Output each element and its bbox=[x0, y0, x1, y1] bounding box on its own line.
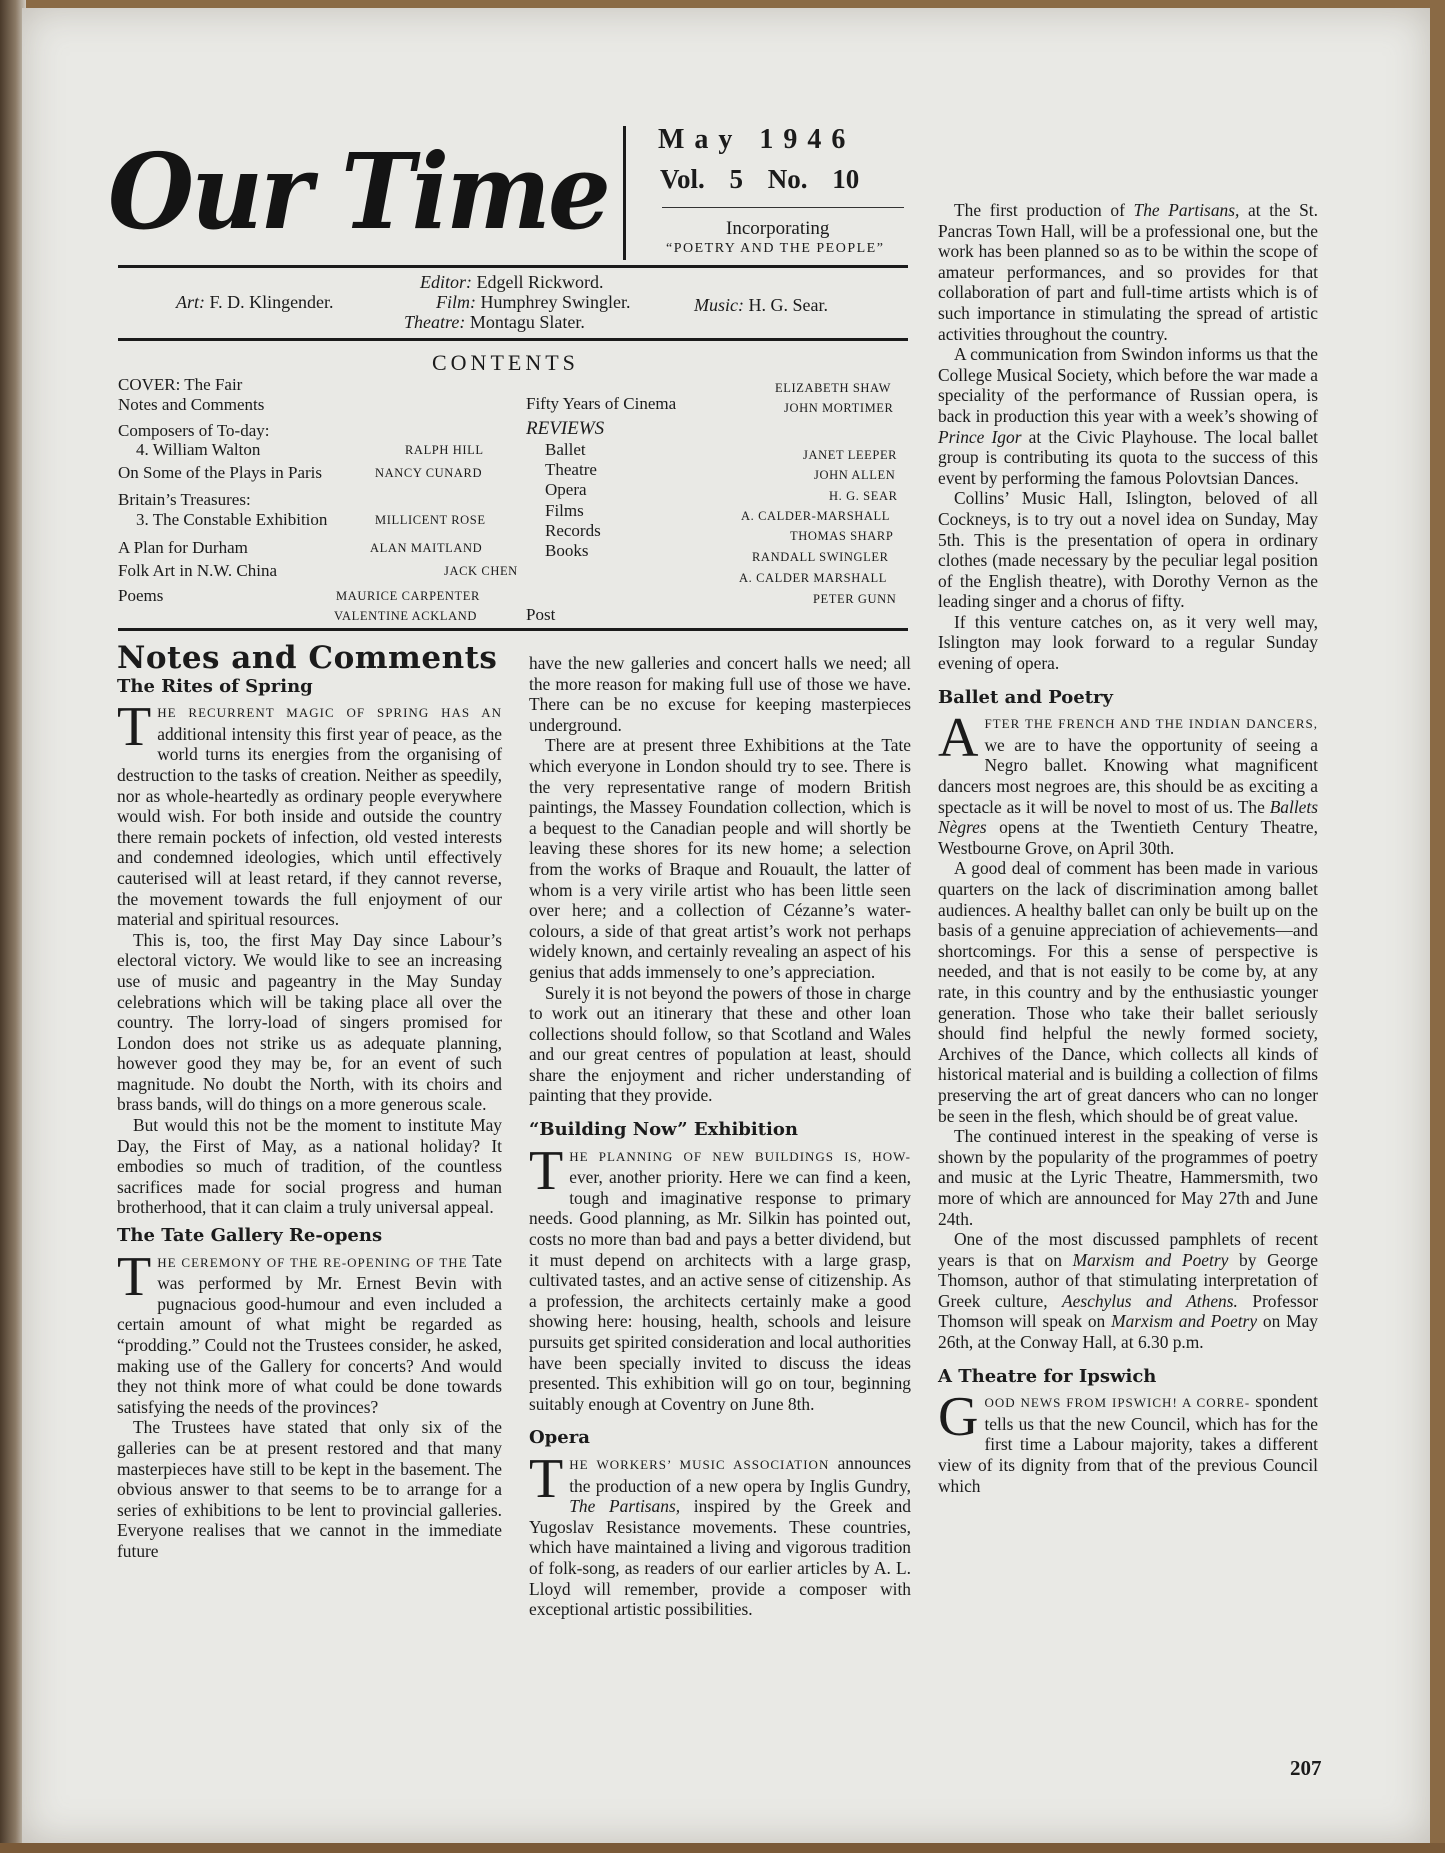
contents-item: Poems bbox=[118, 586, 164, 605]
contents-item: A Plan for Durham bbox=[118, 538, 248, 557]
masthead-divider bbox=[623, 126, 626, 260]
drop-cap: T bbox=[529, 1139, 564, 1202]
staff-film: Film: Humphrey Swingler. bbox=[436, 292, 631, 312]
contents-author: ELIZABETH SHAW bbox=[775, 381, 892, 395]
incorporating-label: Incorporating bbox=[726, 218, 830, 239]
contents-item: Theatre bbox=[545, 460, 597, 479]
contents-author: A. CALDER-MARSHALL bbox=[741, 509, 890, 523]
contents-author: ALAN MAITLAND bbox=[370, 541, 483, 555]
contents-item: 4. William Walton bbox=[136, 440, 261, 459]
contents-author: JANET LEEPER bbox=[803, 448, 898, 462]
paragraph: have the new galleries and concert halls we need; all the more reason for making full use of those we have. There can be no excuse for keeping masterpieces underground. bbox=[529, 653, 911, 735]
staff-theatre: Theatre: Montagu Slater. bbox=[404, 312, 585, 332]
contents-author: RANDALL SWINGLER bbox=[752, 550, 889, 564]
contents-author: H. G. SEAR bbox=[829, 489, 898, 503]
contents-author: THOMAS SHARP bbox=[790, 529, 894, 543]
issue-volume: Vol. 5 No. 10 bbox=[660, 164, 860, 194]
paragraph: If this venture catches on, as it very well may, Islington may look forward to a regular Sunday evening of opera. bbox=[938, 611, 1318, 674]
staff-top-rule bbox=[118, 265, 908, 268]
contents-author: JACK CHEN bbox=[444, 564, 518, 578]
contents-author: RALPH HILL bbox=[405, 443, 484, 457]
contents-item: Films bbox=[545, 501, 584, 520]
paragraph: This is, too, the first May Day since Labour’s electoral victory. We would like to see an increasing use of music and pageantry in the May Sunday celebrations which will be taking place all over the country. The lorry-load of singers promised for London does not strike us as adequate planning, however good they may be, for an event of such magnitude. No doubt the North, with its choirs and brass bands, will do things on a more generous scale. bbox=[117, 929, 502, 1115]
article-column-1 bbox=[117, 640, 502, 1562]
drop-cap: A bbox=[938, 707, 979, 770]
paragraph: A good deal of comment has been made in various quarters on the lack of discrimination among ballet audiences. A healthy ballet can only be built up on the basis of a genuine appreciation of achievements—and shortcomings. For this a sense of perspective is needed, and that is not easily to be come by, at any rate, in this country and by the enthusiastic younger generation. Those who take their ballet seriously should find helpful the newly formed society, Archives of the Dance, which collects all kinds of historical material and is building a collection of films preserving the art of great dancers who can no longer be seen in the flesh, which should be of great value. bbox=[938, 858, 1318, 1126]
contents-item: Ballet bbox=[545, 440, 586, 459]
magazine-title: Our Time bbox=[108, 130, 609, 253]
article-column-3 bbox=[938, 200, 1318, 1496]
contents-item: Post bbox=[526, 605, 556, 624]
contents-author: NANCY CUNARD bbox=[375, 466, 483, 480]
table-edge bbox=[0, 1843, 1445, 1853]
drop-cap: T bbox=[117, 696, 152, 759]
section-heading-opera: Opera bbox=[529, 1427, 590, 1449]
contents-author: PETER GUNN bbox=[813, 592, 897, 606]
contents-item: Opera bbox=[545, 480, 587, 499]
contents-item: 3. The Constable Exhibition bbox=[136, 510, 328, 529]
contents-author: A. CALDER MARSHALL bbox=[739, 571, 887, 585]
article-heading: Notes and Comments bbox=[117, 640, 498, 676]
drop-cap: T bbox=[117, 1245, 152, 1308]
staff-editor: Editor: Edgell Rickword. bbox=[420, 272, 604, 292]
reviews-heading: REVIEWS bbox=[526, 418, 605, 439]
contents-item: COVER: The Fair bbox=[118, 375, 243, 394]
paragraph: But would this not be the moment to institute May Day, the First of May, as a national holiday? It embodies so much of tradition, of the countless sacrifices made for social progress and human brotherhood, that it can claim a truly universal appeal. bbox=[117, 1115, 502, 1218]
section-heading-theatre-ipswich: A Theatre for Ipswich bbox=[938, 1365, 1157, 1387]
drop-cap: T bbox=[529, 1447, 564, 1510]
staff-art: Art: F. D. Klingender. bbox=[176, 292, 334, 312]
paragraph: Collins’ Music Hall, Islington, beloved of all Cockneys, is to try out a novel idea on Sunday, May 5th. This is the presentation of opera in ordinary clothes (made necessary by the peculiar legal position of the English theatre), with Dorothy Vernon as the leading singer and a chorus of fifty. bbox=[938, 488, 1318, 612]
paragraph: A communication from Swindon informs us that the College Musical Society, which before the war made a speciality of the performance of Russian opera, is back in production this year with a week’s showing of Prince Igor at the Civic Playhouse. The local ballet group is contributing its quota to the success of this event by performing the famous Polovtsian Dances. bbox=[938, 344, 1318, 488]
contents-item: On Some of the Plays in Paris bbox=[118, 463, 322, 482]
paragraph: THE CEREMONY OF THE RE-OPENING OF THE Tate was performed by Mr. Ernest Bevin with pugnacious good-humour and even included a certain amount of what might be regarded as “prodding.” Could not the Trustees consider, he asked, making use of the Gallery for concerts? And would they not think more of what could be done towards satisfying the needs of the provinces? bbox=[117, 1245, 502, 1417]
contents-item: Britain’s Treasures: bbox=[118, 490, 251, 509]
incorporating-title: “POETRY AND THE PEOPLE” bbox=[666, 241, 885, 256]
drop-cap: G bbox=[938, 1386, 979, 1449]
contents-item: Fifty Years of Cinema bbox=[526, 394, 677, 413]
contents-author: JOHN MORTIMER bbox=[784, 401, 894, 415]
staff-music: Music: H. G. Sear. bbox=[694, 295, 828, 315]
paragraph: AFTER THE FRENCH AND THE INDIAN DANCERS, we are to have the opportunity of seeing a Negro ballet. Knowing what magnificent dancers most negroes are, this should be as exciting a spectacle as it will be novel to most of us. The Ballets Nègres opens at the Twentieth Century Theatre, Westbourne Grove, on April 30th. bbox=[938, 707, 1318, 858]
contents-bottom-rule bbox=[118, 628, 908, 631]
paragraph: The continued interest in the speaking of verse is shown by the popularity of the programmes of poetry and music at the Lyric Theatre, Hammersmith, two more of which are announced for May 27th and June 24th. bbox=[938, 1126, 1318, 1229]
paragraph: GOOD NEWS FROM IPSWICH! A CORRE- spondent tells us that the new Council, which has for the first time a Labour majority, takes a different view of its dignity from that of the previous Council which bbox=[938, 1386, 1318, 1496]
paragraph: THE WORKERS’ MUSIC ASSOCIATION announces the production of a new opera by Inglis Gundry, The Partisans, inspired by the Greek and Yugoslav Resistance movements. These countries, which have maintained a living and vigorous tradition of folk-song, as readers of our earlier articles by A. L. Lloyd will remember, provide a composer with exceptional artistic possibilities. bbox=[529, 1447, 911, 1620]
section-heading-building-now: “Building Now” Exhibition bbox=[529, 1119, 798, 1141]
contents-item: Folk Art in N.W. China bbox=[118, 561, 277, 580]
paragraph: THE RECURRENT MAGIC OF SPRING HAS AN additional intensity this first year of peace, as the world turns its energies from the organising of destruction to the tasks of creation. Neither as speedily, nor as whole-heartedly as ordinary people everywhere would wish. For both inside and outside the country there remain pockets of infection, old vested interests and condemned ideologies, which until effectively cauterised will at least retard, if they cannot reverse, the movement towards the full enjoyment of our material and spiritual resources. bbox=[117, 696, 502, 930]
contents-author: MILLICENT ROSE bbox=[375, 513, 486, 527]
contents-item: Books bbox=[545, 541, 589, 560]
paragraph: There are at present three Exhibitions at the Tate which everyone in London should try to see. There is the very representative range of modern British paintings, the Massey Foundation collection, which is a bequest to the Canadian people and will shortly be leaving these shores for its new home; a selection from the works of Braque and Rouault, the latter of whom is a very virile artist who has been little seen over here; and a collection of Cézanne’s water-colours, a side of that great artist’s work not perhaps widely known, and certainly revealing an aspect of his genius that adds immensely to one’s appreciation. bbox=[529, 735, 911, 982]
contents-item: Notes and Comments bbox=[118, 395, 265, 414]
paragraph: One of the most discussed pamphlets of recent years is that on Marxism and Poetry by George Thomson, author of that stimulating interpretation of Greek culture, Aeschylus and Athens. Professor Thomson will speak on Marxism and Poetry on May 26th, at the Conway Hall, at 6.30 p.m. bbox=[938, 1229, 1319, 1353]
contents-top-rule bbox=[118, 338, 908, 341]
contents-author: MAURICE CARPENTER bbox=[336, 589, 480, 603]
paragraph: Surely it is not beyond the powers of those in charge to work out an itinerary that these and other loan collections should follow, so that Scotland and Wales and our great centres of population at least, should share the enjoyment and richer understanding of painting that they provide. bbox=[529, 982, 911, 1106]
contents-item: Records bbox=[545, 521, 601, 540]
section-heading-ballet-poetry: Ballet and Poetry bbox=[938, 686, 1113, 708]
issue-date: May 1946 bbox=[658, 124, 856, 155]
contents-title: CONTENTS bbox=[432, 350, 579, 375]
paragraph: THE PLANNING OF NEW BUILDINGS IS, HOW- ever, another priority. Here we can find a keen, tough and imaginative response to primary needs. Good planning, as Mr. Silkin has pointed out, costs no more than bad and pays a better dividend, but it must depend on architects with a large grasp, cultivated tastes, and an active sense of citizenship. As a profession, the architects certainly make a good showing here: housing, health, schools and leisure pursuits get spirited consideration and local authorities have been specially invited to discuss the ideas presented. This exhibition will go on tour, beginning suitably enough at Coventry on June 8th. bbox=[529, 1139, 911, 1414]
contents-author: VALENTINE ACKLAND bbox=[334, 609, 477, 623]
section-heading-rites-of-spring: The Rites of Spring bbox=[117, 675, 313, 697]
page-number: 207 bbox=[1290, 1756, 1322, 1780]
section-heading-tate-gallery: The Tate Gallery Re-opens bbox=[117, 1225, 383, 1247]
contents-item: Composers of To-day: bbox=[118, 421, 270, 440]
paragraph: The first production of The Partisans, at the St. Pancras Town Hall, will be a professional one, but the work has been planned so as to be within the scope of amateur performances, and so provides for that collaboration of part and full-time artists which is of such importance in stimulating the spread of artistic activities throughout the country. bbox=[938, 200, 1318, 344]
paragraph: The Trustees have stated that only six of the galleries can be at present restored and that many masterpieces have still to be kept in the basement. The obvious answer to that seems to be to arrange for a series of exhibitions to be lent to provincial galleries. Everyone realises that we cannot in the immediate future bbox=[117, 1417, 502, 1561]
article-column-2 bbox=[529, 653, 911, 1620]
contents-author: JOHN ALLEN bbox=[814, 468, 896, 482]
issue-underline bbox=[662, 207, 904, 208]
